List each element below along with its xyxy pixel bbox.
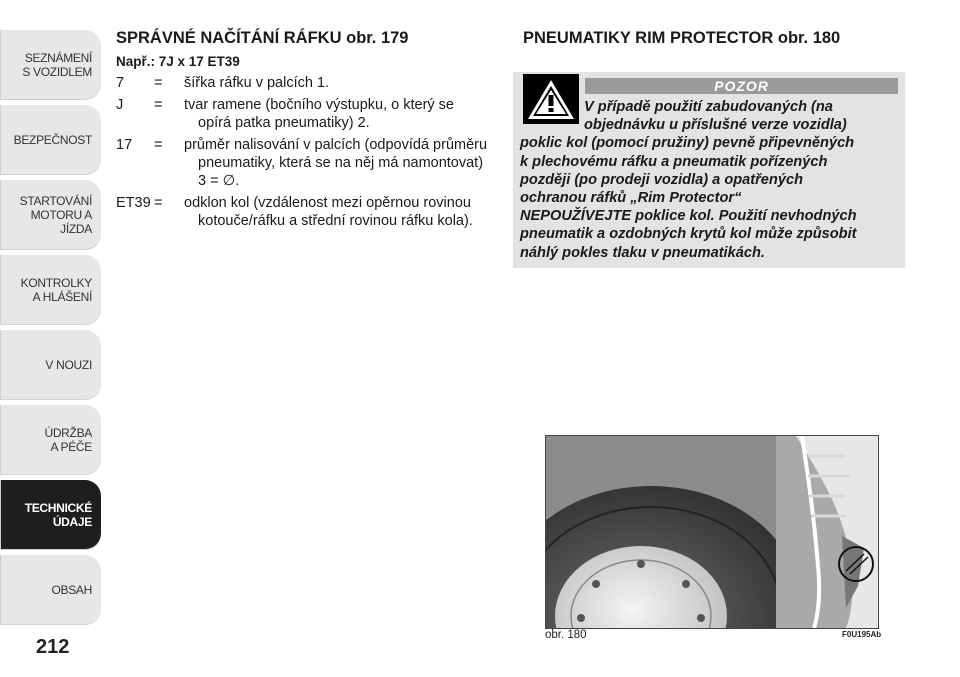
definition-item [116, 96, 506, 132]
definition-key: 7 [116, 75, 125, 91]
tab-label: ÚDRŽBA A PÉČE [44, 426, 92, 454]
tab-bezpecnost[interactable] [0, 105, 101, 175]
tab-obsah[interactable] [0, 555, 101, 625]
tab-label: TECHNICKÉ ÚDAJE [24, 501, 92, 529]
tab-label: SEZNÁMENÍ S VOZIDLEM [22, 51, 92, 79]
warning-line: ochranou ráfků „Rim Protector“ [520, 190, 742, 207]
left-column [116, 28, 506, 234]
example-label: Např.: 7J x 17 ET39 [116, 54, 240, 69]
tire-figure [545, 435, 879, 629]
right-column [523, 28, 906, 48]
definition-key: J [116, 97, 124, 113]
heading-text: PNEUMATIKY RIM PROTECTOR [523, 29, 774, 47]
definition-list [116, 74, 506, 230]
tab-label: STARTOVÁNÍ MOTORU A JÍZDA [19, 194, 92, 236]
tab-label: OBSAH [51, 583, 92, 597]
definition-text [184, 136, 506, 190]
definition-line: odklon kol (vzdálenost mezi opěrnou rovinou [184, 195, 471, 211]
warning-line: NEPOUŽÍVEJTE poklice kol. Použití nevhodných [520, 208, 857, 225]
definition-line: kotouče/ráfku a střední rovinou ráfku kola). [198, 213, 473, 229]
tab-label: BEZPEČNOST [13, 133, 92, 147]
tab-seznameni[interactable] [0, 30, 101, 100]
figure-caption: obr. 180 [545, 629, 587, 641]
definition-line: průměr nalisování v palcích (odpovídá průměru [184, 137, 488, 153]
tab-technicke-udaje[interactable] [0, 480, 101, 550]
tab-v-nouzi[interactable] [0, 330, 101, 400]
definition-text [184, 194, 506, 230]
figure-code: F0U195Ab [842, 630, 882, 639]
tab-udrzba[interactable] [0, 405, 101, 475]
tab-startovani[interactable] [0, 180, 101, 250]
definition-text [184, 96, 506, 132]
heading-text: SPRÁVNÉ NAČÍTÁNÍ RÁFKU [116, 29, 342, 47]
section-heading [523, 28, 906, 48]
definition-eq: = [154, 195, 163, 211]
definition-line: šířka ráfku v palcích 1. [184, 75, 330, 91]
figure-link[interactable]: obr. 179 [346, 29, 409, 47]
definition-eq: = [154, 97, 163, 113]
definition-item [116, 194, 506, 230]
figure-link[interactable]: obr. 180 [777, 29, 841, 47]
warning-line: náhlý pokles tlaku v pneumatikách. [520, 244, 765, 261]
definition-item [116, 74, 506, 92]
tab-label: V NOUZI [45, 358, 92, 372]
definition-key: ET39 [116, 195, 151, 211]
warning-line: poklic kol (pomocí pružiny) pevně připevněných [520, 135, 855, 152]
definition-text [184, 74, 506, 92]
warning-title: POZOR [585, 78, 898, 94]
tire-illustration [546, 436, 878, 628]
definition-item [116, 136, 506, 190]
page-number: 212 [36, 636, 70, 658]
tab-kontrolky[interactable] [0, 255, 101, 325]
definition-line: tvar ramene (bočního výstupku, o který se [184, 97, 454, 113]
warning-line: objednávku u příslušné verze vozidla) [584, 117, 847, 134]
definition-line: 3 = ∅. [198, 173, 240, 189]
warning-line: později (po prodeji vozidla) a opatřených [520, 171, 803, 188]
warning-line: pneumatik a ozdobných krytů kol může způsobit [520, 226, 857, 243]
warning-line: V případě použití zabudovaných (na [584, 99, 833, 115]
definition-key: 17 [116, 137, 133, 153]
warning-text [520, 98, 902, 262]
definition-line: pneumatiky, která se na něj má namontovat) [198, 155, 484, 171]
definition-line: opírá patka pneumatiky) 2. [198, 115, 370, 131]
section-heading [116, 28, 506, 48]
definition-eq: = [154, 137, 163, 153]
definition-eq: = [154, 75, 163, 91]
tab-label: KONTROLKY A HLÁŠENÍ [20, 276, 92, 304]
warning-line: k plechovému ráfku a pneumatik pořízených [520, 153, 828, 170]
